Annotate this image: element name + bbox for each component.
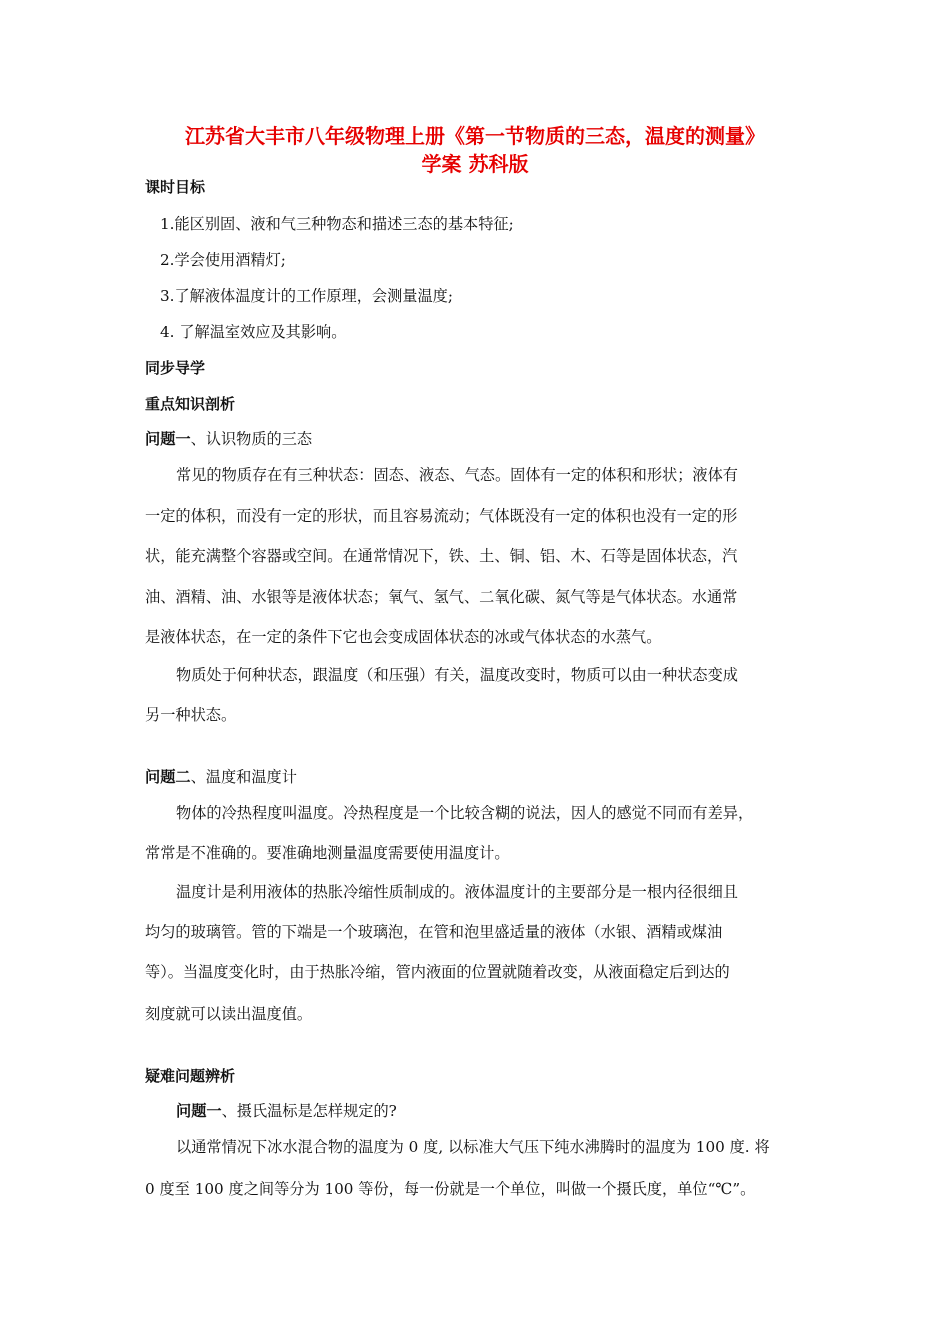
- difficult-problem-1-label: 问题一: [176, 1102, 222, 1120]
- objective-item: 3.了解液体温度计的工作原理，会测量温度;: [160, 287, 453, 305]
- document-title-line-2: 学案 苏科版: [421, 152, 529, 176]
- paragraph-line: 状，能充满整个容器或空间。在通常情况下，铁、土、铜、铝、木、石等是固体状态，汽: [145, 547, 738, 565]
- paragraph-line: 等）。当温度变化时，由于热胀冷缩，管内液面的位置就随着改变，从液面稳定后到达的: [145, 963, 730, 981]
- problem-1-title: 、认识物质的三态: [190, 430, 313, 448]
- objective-item: 4. 了解温室效应及其影响。: [160, 323, 347, 341]
- paragraph-line: 均匀的玻璃管。管的下端是一个玻璃泡，在管和泡里盛适量的液体（水银、酒精或煤油: [145, 923, 723, 941]
- paragraph-line: 一定的体积，而没有一定的形状，而且容易流动；气体既没有一定的体积也没有一定的形: [145, 507, 738, 525]
- paragraph-line: 常常是不准确的。要准确地测量温度需要使用温度计。: [145, 844, 510, 862]
- paragraph-line: 油、酒精、油、水银等是液体状态；氧气、氢气、二氧化碳、氮气等是气体状态。水通常: [145, 588, 738, 606]
- problem-2-title: 、温度和温度计: [190, 768, 297, 786]
- paragraph-line: 是液体状态，在一定的条件下它也会变成固体状态的冰或气体状态的水蒸气。: [145, 628, 662, 646]
- guide-heading: 同步导学: [145, 359, 206, 377]
- paragraph-line: 常见的物质存在有三种状态：固态、液态、气态。固体有一定的体积和形状；液体有: [176, 466, 738, 484]
- paragraph-line: 温度计是利用液体的热胀冷缩性质制成的。液体温度计的主要部分是一根内径很细且: [176, 883, 738, 901]
- paragraph-line: 刻度就可以读出温度值。: [145, 1005, 313, 1023]
- paragraph-line: 另一种状态。: [145, 706, 237, 724]
- paragraph-line: 物质处于何种状态，跟温度（和压强）有关，温度改变时，物质可以由一种状态变成: [176, 666, 738, 684]
- difficult-issues-heading: 疑难问题辨析: [145, 1067, 236, 1085]
- key-knowledge-heading: 重点知识剖析: [145, 395, 236, 413]
- problem-2-label: 问题二: [145, 768, 191, 786]
- problem-1-label: 问题一: [145, 430, 191, 448]
- objective-item: 1.能区别固、液和气三种物态和描述三态的基本特征;: [160, 215, 514, 233]
- objective-item: 2.学会使用酒精灯;: [160, 251, 286, 269]
- paragraph-line: 物体的冷热程度叫温度。冷热程度是一个比较含糊的说法，因人的感觉不同而有差异，: [176, 804, 754, 822]
- paragraph-line: 0 度至 100 度之间等分为 100 等份，每一份就是一个单位，叫做一个摄氏度，单位“℃”。: [145, 1180, 756, 1198]
- problem-1-heading: [145, 429, 312, 449]
- difficult-problem-1-heading: [176, 1101, 397, 1121]
- objectives-heading: 课时目标: [145, 178, 206, 196]
- document-title-line-1: 江苏省大丰市八年级物理上册《第一节物质的三态，温度的测量》: [185, 124, 765, 148]
- difficult-problem-1-title: 、摄氏温标是怎样规定的?: [221, 1102, 397, 1120]
- paragraph-line: 以通常情况下冰水混合物的温度为 0 度, 以标准大气压下纯水沸腾时的温度为 100 度. 将: [176, 1138, 770, 1156]
- problem-2-heading: [145, 767, 297, 787]
